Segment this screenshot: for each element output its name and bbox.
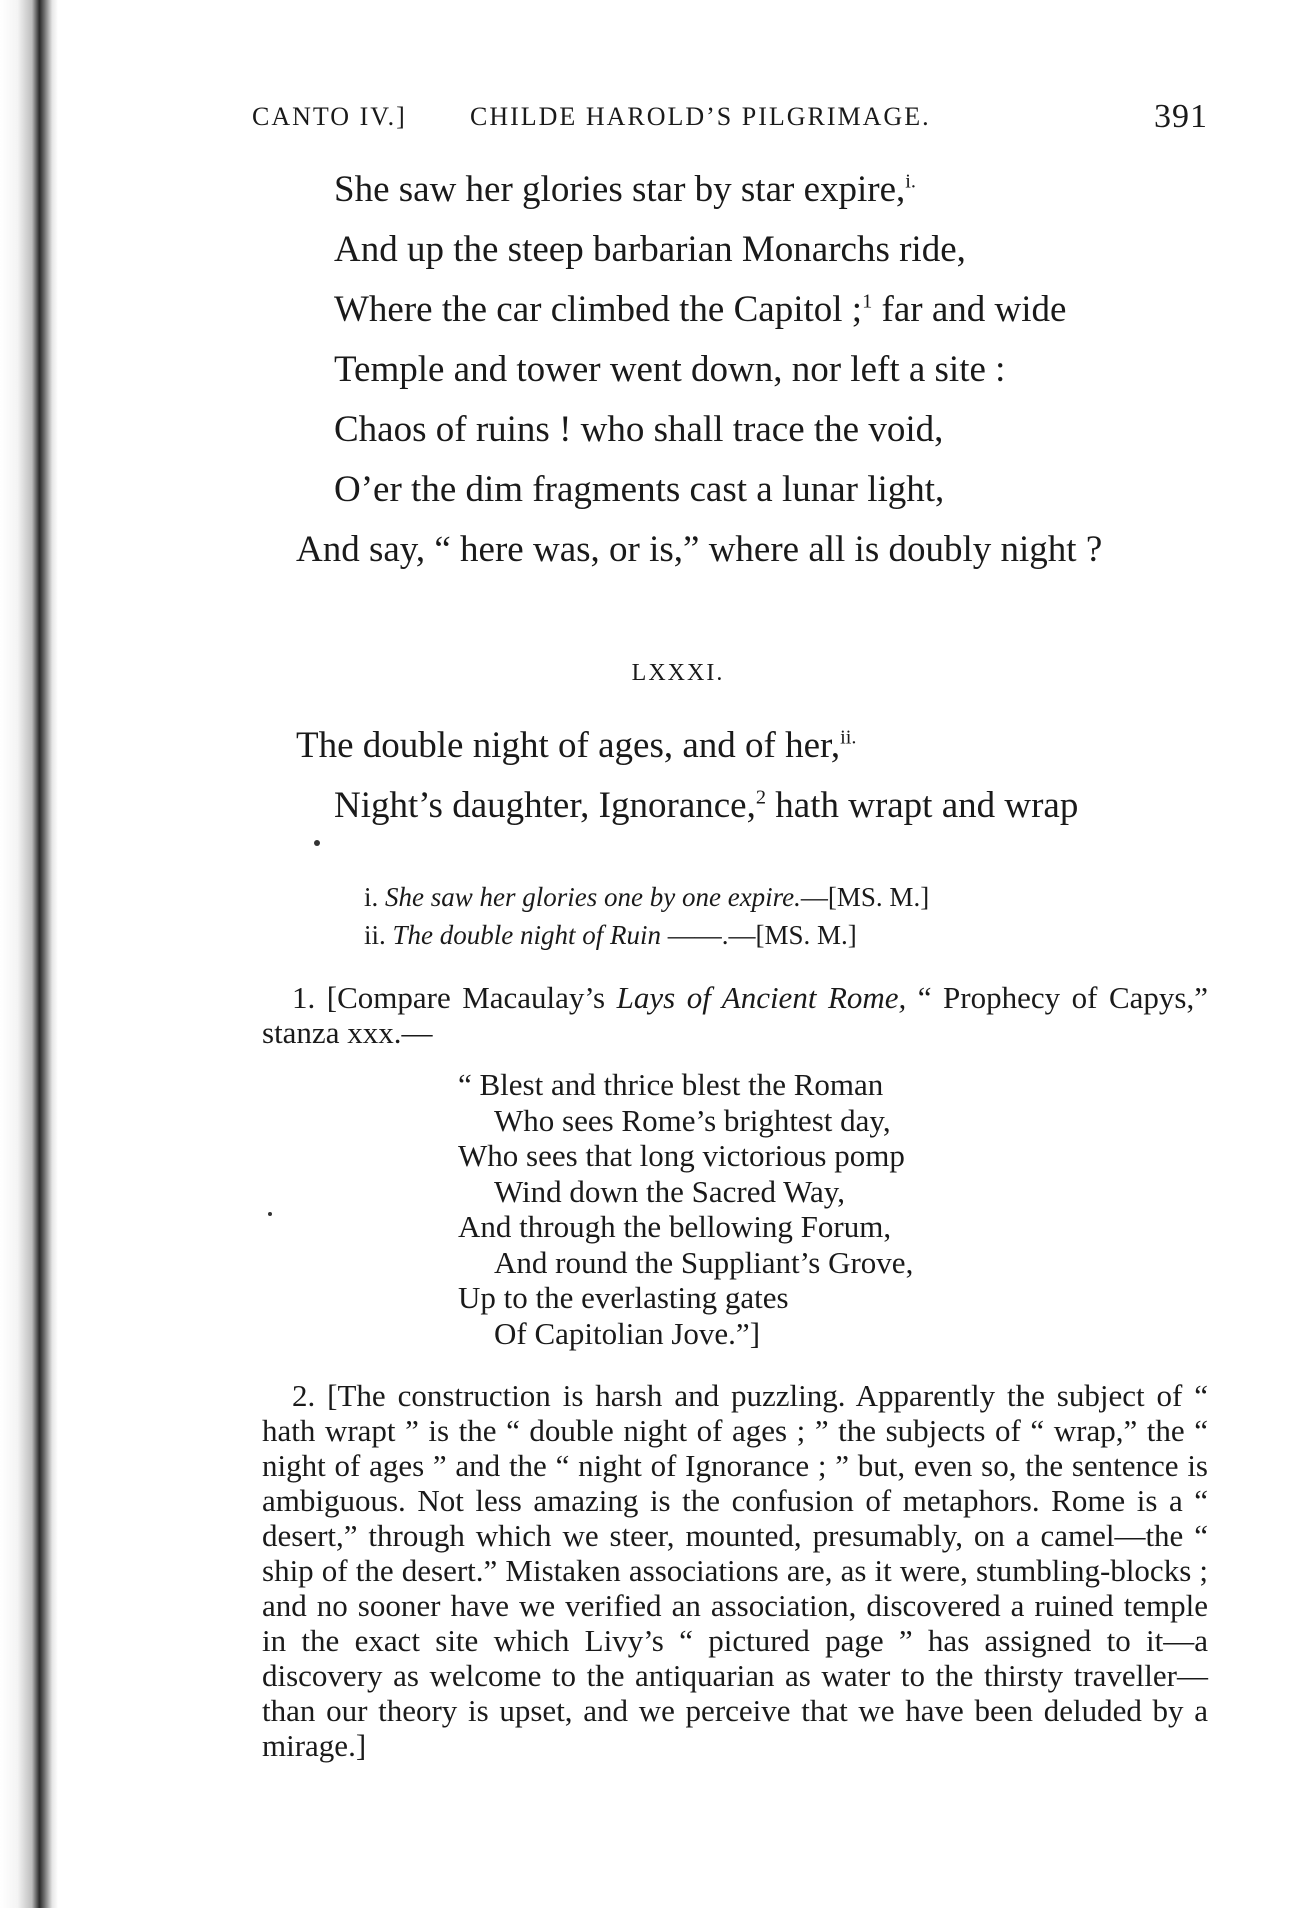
page-binding-shadow [0,0,58,1908]
verse-line: Temple and tower went down, nor left a site : [334,349,1006,390]
running-title: CHILDE HAROLD’S PILGRIMAGE. [470,102,931,131]
variant-marker: i. [905,170,917,193]
verse-line: And up the steep barbarian Monarchs ride, [334,229,966,270]
variant-readings [364,878,929,954]
poem-line: Up to the everlasting gates [458,1280,789,1315]
variant-source: —[MS. M.] [800,882,930,912]
canto-label: CANTO IV.] [252,102,407,131]
verse-line: And say, “ here was, or is,” where all is doubly night ? [296,529,1103,570]
poem-line: And through the bellowing Forum, [458,1209,892,1244]
variant-text: She saw her glories one by one expire. [385,882,801,912]
variant-source: ——.—[MS. M.] [661,920,857,950]
verse-line: Chaos of ruins ! who shall trace the void, [334,409,944,450]
page-number: 391 [1154,98,1208,135]
running-header [252,98,1212,138]
variant-text: The double night of Ruin [392,920,661,950]
variant-marker: ii. [840,726,857,749]
footnote-1: 1. [Compare Macaulay’s Lays of Ancient Rome, “ Prophecy of Capys,” stanza xxx.— [262,980,1208,1050]
print-speck [268,1212,272,1216]
variant-row: ii. The double night of Ruin ——.—[MS. M.] [364,920,857,950]
poem-line: Who sees that long victorious pomp [458,1138,905,1173]
print-speck [314,840,320,846]
verse-line: O’er the dim fragments cast a lunar light, [334,469,945,510]
footnote-2: 2. [The construction is harsh and puzzling. Apparently the subject of “ hath wrapt ” is the “ double night of ages ; ” the subjects of “ wrap,” the “ night of ages ” and the “ night of Ignorance ; ” but, even so, the sentence is ambiguous. Not less amazing is the confusion of metaphors. Rome is a “ desert,” through which we steer, mounted, presumably, on a camel—the “ ship of the desert.” Mistaken associations are, as it were, stumbling-blocks ; and no sooner have we verified an association, discovered a ruined temple in the exact site which Livy’s “ pictured page ” has assigned to it—a discovery as welcome to the antiquarian as water to the thirsty traveller—than our theory is upset, and we perceive that we have been deluded by a mirage.] [262,1378,1208,1763]
variant-row: i. She saw her glories one by one expire.—[MS. M.] [364,882,930,912]
footnote-marker: 2 [755,786,767,809]
verse-line: Where the car climbed the Capitol ;$^1$ far and wide [334,289,1067,330]
quoted-poem [458,1067,913,1351]
stanza-number: LXXXI. [631,660,725,686]
poem-line: “ Blest and thrice blest the Roman [458,1067,884,1102]
verse-line: The double night of ages, and of her,$^{ii.}$ [296,725,857,766]
verse-line: Night’s daughter, Ignorance,$^2$ hath wrapt and wrap [334,785,1079,826]
verse-line: She saw her glories star by star expire,$^{i.}$ [334,169,917,210]
poem-line: And round the Suppliant’s Grove, [494,1244,914,1280]
poem-line: Of Capitolian Jove.”] [494,1315,761,1351]
work-title: Lays of Ancient Rome, [616,980,907,1015]
footnote-marker: 1 [862,290,873,313]
poem-line: Wind down the Sacred Way, [494,1173,845,1209]
poem-line: Who sees Rome’s brightest day, [494,1102,891,1138]
